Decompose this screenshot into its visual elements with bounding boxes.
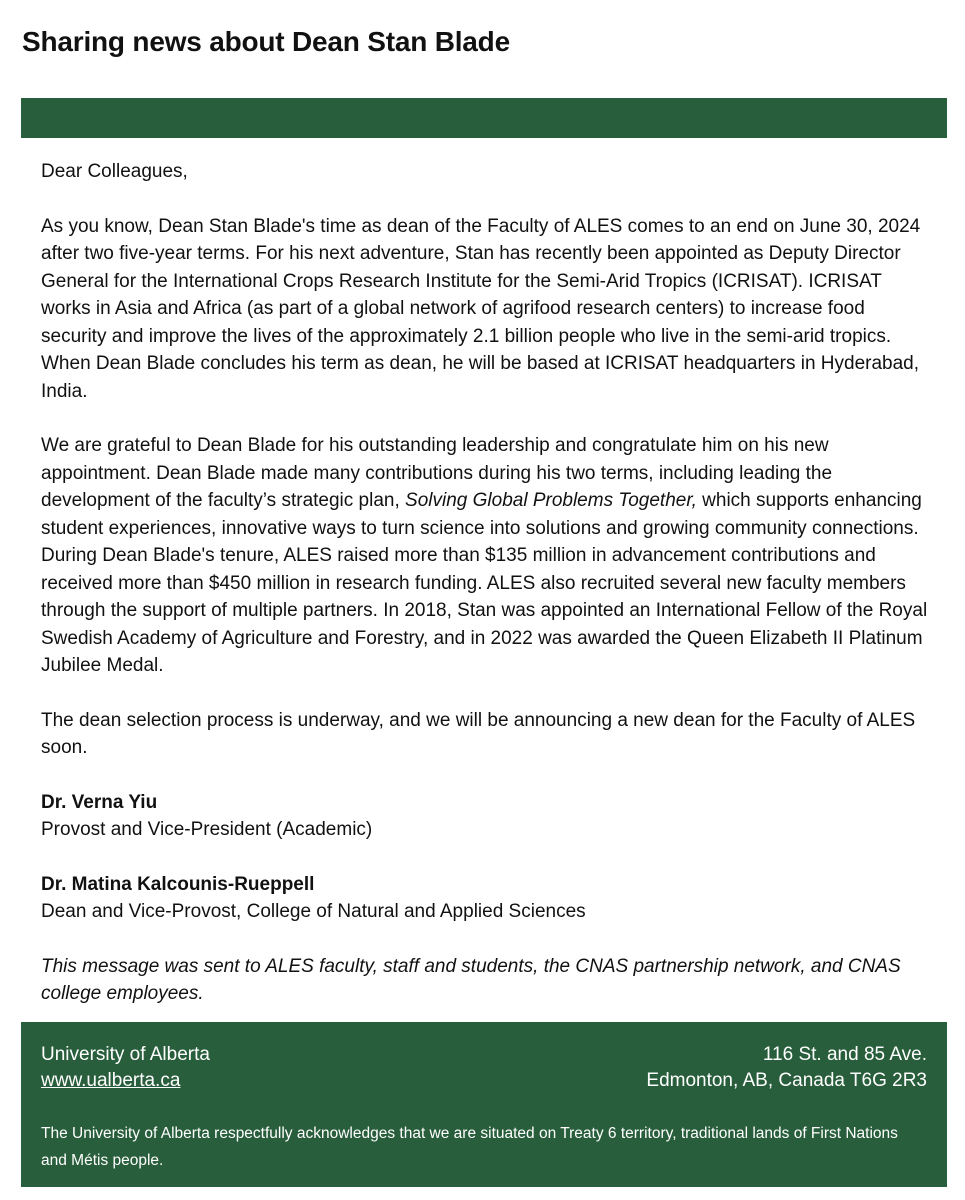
signature-block [41, 789, 929, 844]
page-title: Sharing news about Dean Stan Blade [22, 26, 510, 57]
address-line-2: Edmonton, AB, Canada T6G 2R3 [646, 1070, 927, 1091]
land-acknowledgement: The University of Alberta respectfully acknowledges that we are situated on Treaty 6 territory, traditional lands of First Nations and Métis people. [41, 1125, 898, 1169]
paragraph-contributions [41, 432, 929, 680]
strategic-plan-title: Solving Global Problems Together, [405, 490, 697, 511]
address-line-1: 116 St. and 85 Ave. [762, 1044, 927, 1065]
footer [21, 1022, 947, 1187]
header-banner [21, 98, 947, 138]
signatory-role: Provost and Vice-President (Academic) [41, 819, 373, 840]
signatory-name: Dr. Verna Yiu [41, 791, 158, 813]
signatory-name: Dr. Matina Kalcounis-Rueppell [41, 873, 315, 895]
letter-body [41, 158, 929, 1035]
distribution-note: This message was sent to ALES faculty, staff and students, the CNAS partnership network, and CNAS college employees. [41, 955, 901, 1004]
paragraph-contributions-text-end: which supports enhancing student experiences, innovative ways to turn science into solutions and growing community connections. During Dean Blade's tenure, ALES raised more than $135 million in advancement contributions and received more than $450 million in research funding. ALES also recruited several new faculty members through the support of multiple partners. In 2018, Stan was appointed an International Fellow of the Royal Swedish Academy of Agriculture and Forestry, and in 2022 was awarded the Queen Elizabeth II Platinum Jubilee Medal. [41, 490, 928, 676]
footer-org-name: University of Alberta [41, 1044, 210, 1065]
greeting: Dear Colleagues, [41, 161, 188, 182]
paragraph-contributions-text-start: We are grateful to Dean Blade for his outstanding leadership and congratulate him on his new appointment. Dean Blade made many contributions during his two terms, including leading the development of the faculty’s strategic plan, [41, 435, 833, 511]
signature-block [41, 871, 929, 926]
footer-address [646, 1042, 927, 1094]
footer-contact [41, 1042, 210, 1094]
signatory-role: Dean and Vice-Provost, College of Natural and Applied Sciences [41, 901, 586, 922]
paragraph-selection-process: The dean selection process is underway, and we will be announcing a new dean for the Faculty of ALES soon. [41, 709, 916, 758]
website-link[interactable]: www.ualberta.ca [41, 1070, 181, 1091]
paragraph-announcement: As you know, Dean Stan Blade's time as dean of the Faculty of ALES comes to an end on June 30, 2024 after two five-year terms. For his next adventure, Stan has recently been appointed as Deputy Director General for the International Crops Research Institute for the Semi-Arid Tropics (ICRISAT). ICRISAT works in Asia and Africa (as part of a global network of agrifood research centers) to increase food security and improve the lives of the approximately 2.1 billion people who live in the semi-arid tropics. When Dean Blade concludes his term as dean, he will be based at ICRISAT headquarters in Hyderabad, India. [41, 215, 921, 402]
